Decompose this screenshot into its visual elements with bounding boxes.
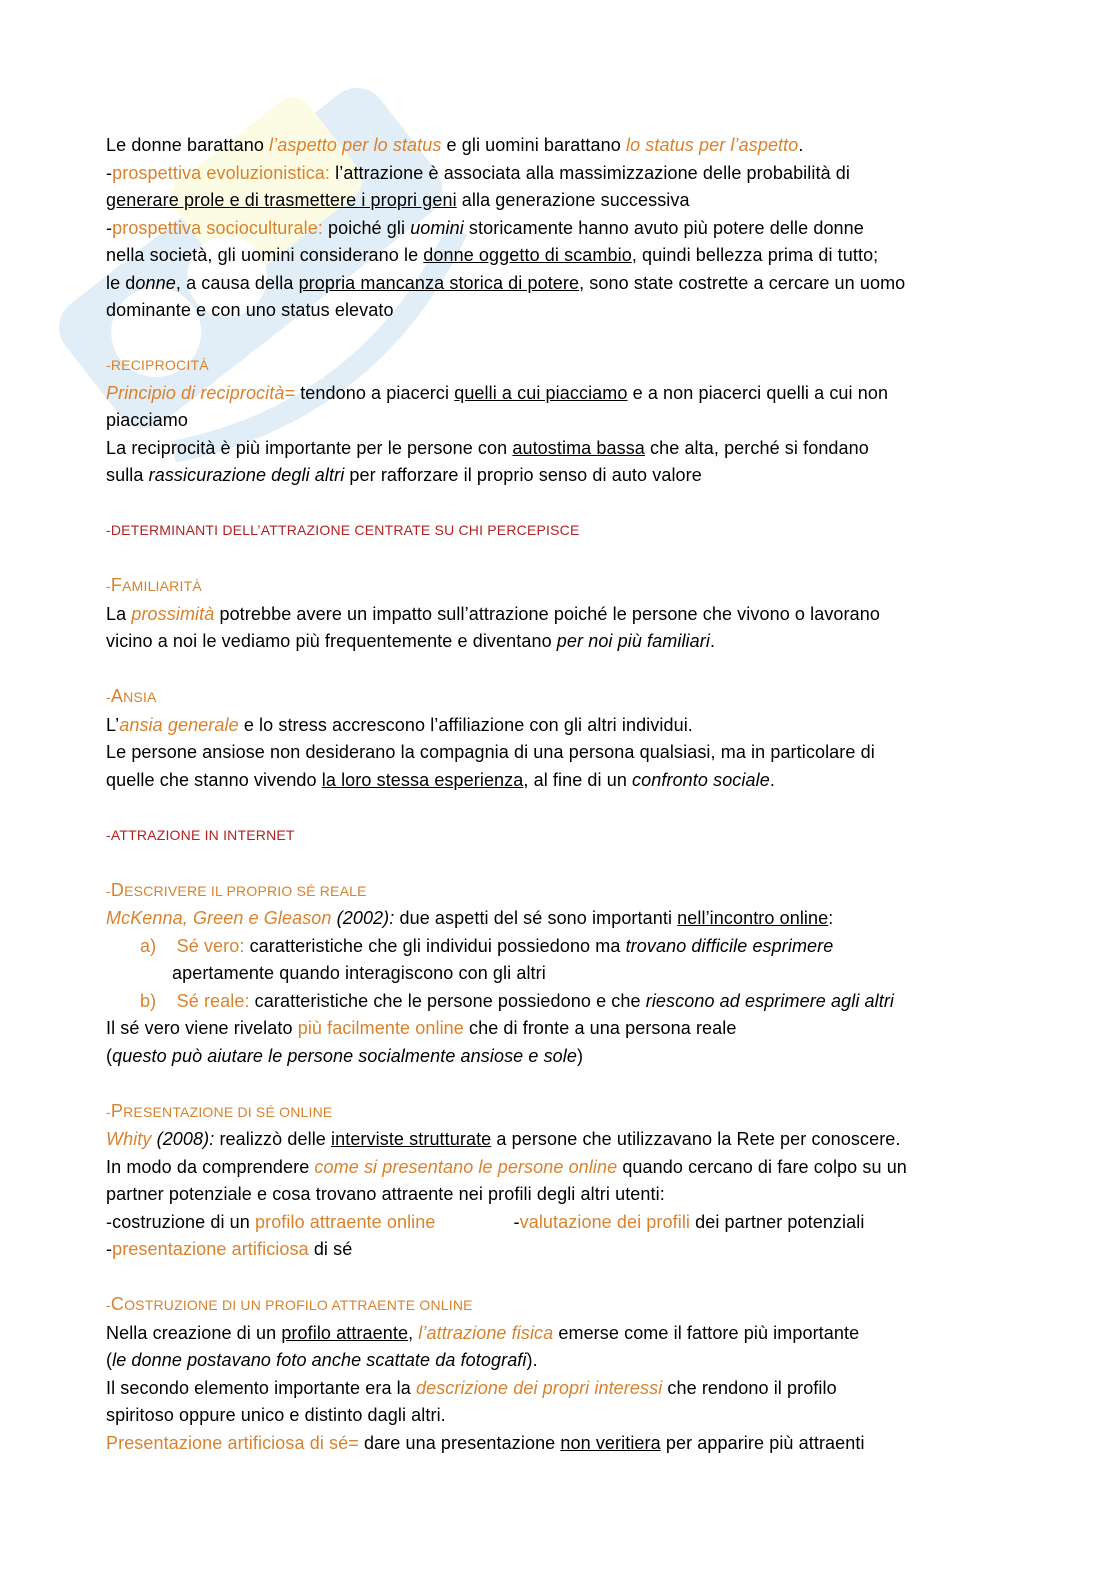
paragraph-line: L’ansia generale e lo stress accrescono l’affiliazione con gli altri individui. [106, 714, 693, 735]
paragraph-line: Nella creazione di un profilo attraente, l’attrazione fisica emerse come il fattore più importante [106, 1322, 860, 1343]
paragraph-line: In modo da comprendere come si presentano le persone online quando cercano di fare colpo su un [106, 1156, 907, 1177]
paragraph-line: quelle che stanno vivendo la loro stessa esperienza, al fine di un confronto sociale. [106, 769, 775, 790]
list-item-continuation: apertamente quando interagiscono con gli altri [172, 963, 546, 983]
section-heading-costruzione-profilo: -COSTRUZIONE DI UN PROFILO ATTRAENTE ONLINE [106, 1294, 473, 1314]
paragraph-line: nella società, gli uomini considerano le donne oggetto di scambio, quindi bellezza prima di tutto; [106, 245, 879, 265]
paragraph-line: dominante e con uno status elevato [106, 300, 394, 320]
paragraph-line: (le donne postavano foto anche scattate da fotografi). [106, 1350, 538, 1370]
paragraph-line: piacciamo [106, 410, 188, 430]
paragraph-line: partner potenziale e cosa trovano attraente nei profili degli altri utenti: [106, 1184, 665, 1204]
section-heading-familiarita: -FAMILIARITÀ [106, 575, 202, 595]
paragraph-line: McKenna, Green e Gleason (2002): due aspetti del sé sono importanti nell’incontro online: [106, 908, 834, 928]
paragraph-line: Whity (2008): realizzò delle interviste strutturate a persone che utilizzavano la Rete per conoscere. [106, 1129, 901, 1149]
section-heading-presentazione-online: -PRESENTAZIONE DI SÉ ONLINE [106, 1100, 333, 1121]
paragraph-line: La prossimità potrebbe avere un impatto sull’attrazione poiché le persone che vivono o lavorano [106, 603, 880, 624]
section-heading-determinanti: -DETERMINANTI DELL’ATTRAZIONE CENTRATE SU CHI PERCEPISCE [106, 522, 580, 538]
paragraph-line: La reciprocità è più importante per le persone con autostima bassa che alta, perché si fondano [106, 437, 869, 458]
paragraph-line: -prospettiva evoluzionistica: l’attrazione è associata alla massimizzazione delle probabilità di [106, 162, 850, 183]
section-heading-reciprocita: -RECIPROCITÀ [106, 357, 209, 373]
paragraph-line: spiritoso oppure unico e distinto dagli altri. [106, 1405, 446, 1425]
paragraph-line: Il secondo elemento importante era la descrizione dei propri interessi che rendono il profilo [106, 1377, 837, 1398]
paragraph-line: Le donne barattano l’aspetto per lo status e gli uomini barattano lo status per l’aspetto. [106, 135, 804, 155]
paragraph-line: vicino a noi le vediamo più frequentemente e diventano per noi più familiari. [106, 631, 716, 651]
paragraph-line: Il sé vero viene rivelato più facilmente online che di fronte a una persona reale [106, 1018, 737, 1038]
section-heading-ansia: -ANSIA [106, 686, 157, 706]
list-item: a) Sé vero: caratteristiche che gli individui possiedono ma trovano difficile esprimere [140, 935, 834, 956]
section-heading-descrivere-se: -DESCRIVERE IL PROPRIO SÉ REALE [106, 879, 367, 900]
paragraph-line: Presentazione artificiosa di sé= dare una presentazione non veritiera per apparire più attraenti [106, 1432, 865, 1453]
section-heading-attrazione-internet: -ATTRAZIONE IN INTERNET [106, 826, 295, 843]
paragraph-line: le donne, a causa della propria mancanza storica di potere, sono state costrette a cercare un uomo [106, 272, 906, 293]
paragraph-line: Principio di reciprocità= tendono a piacerci quelli a cui piacciamo e a non piacerci quelli a cui non [106, 382, 889, 403]
paragraph-line: (questo può aiutare le persone socialmente ansiose e sole) [106, 1045, 584, 1066]
paragraph-line: Le persone ansiose non desiderano la compagnia di una persona qualsiasi, ma in particolare di [106, 742, 875, 762]
document-body [106, 132, 1016, 1457]
paragraph-line: generare prole e di trasmettere i propri geni alla generazione successiva [106, 190, 690, 210]
list-item: b) Sé reale: caratteristiche che le persone possiedono e che riescono ad esprimere agli altri [140, 990, 895, 1011]
paragraph-line: -presentazione artificiosa di sé [106, 1239, 353, 1259]
paragraph-line: sulla rassicurazione degli altri per rafforzare il proprio senso di auto valore [106, 465, 702, 485]
paragraph-line: -costruzione di un profilo attraente online -valutazione dei profili dei partner potenziali [106, 1211, 865, 1232]
paragraph-line: -prospettiva socioculturale: poiché gli uomini storicamente hanno avuto più potere delle donne [106, 217, 864, 238]
